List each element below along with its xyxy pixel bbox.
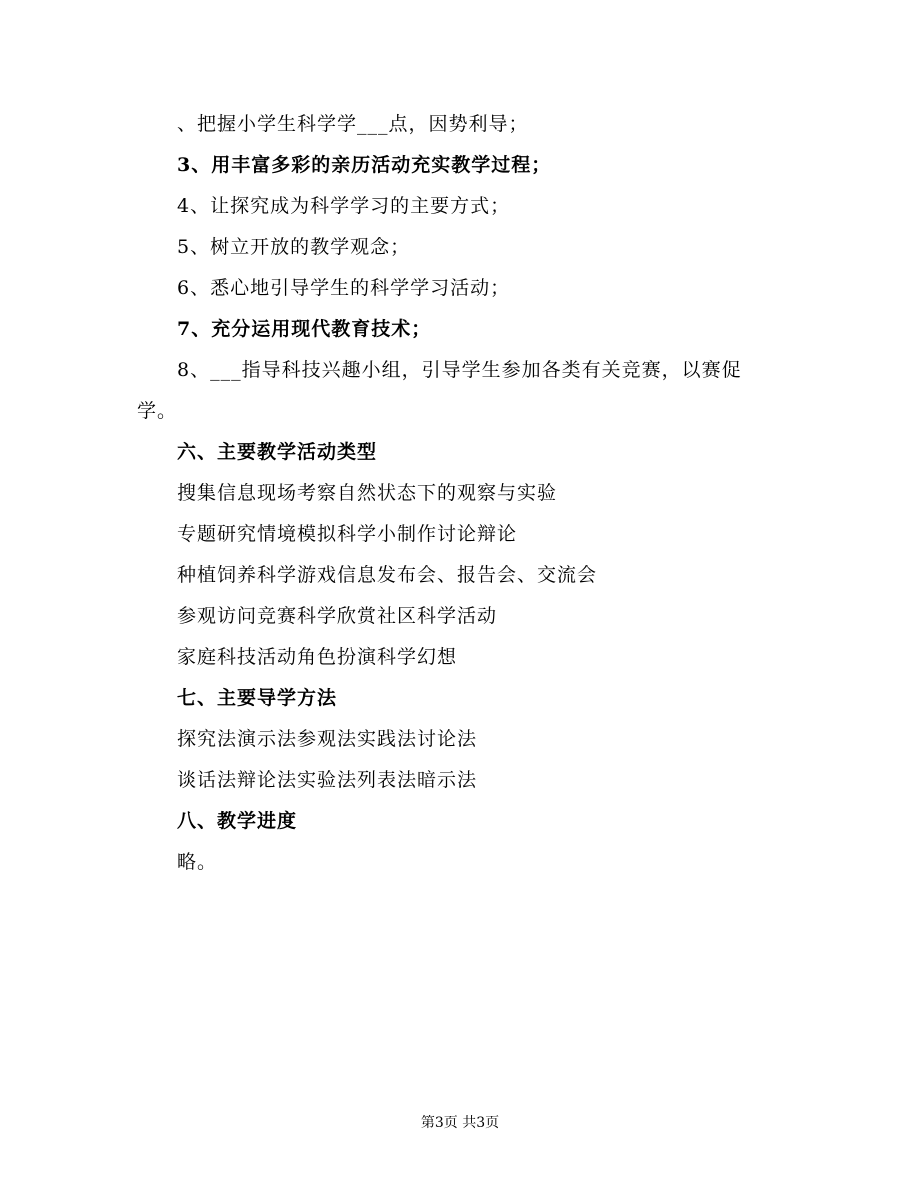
paragraph-line-7-continuation: 学。 <box>137 400 178 422</box>
paragraph-line-7: 8、___指导科技兴趣小组，引导学生参加各类有关竞赛，以赛促 <box>177 359 742 381</box>
activity-list-line-2: 专题研究情境模拟科学小制作讨论辩论 <box>177 523 518 545</box>
page-number-footer: 第3页 共3页 <box>420 1115 500 1131</box>
paragraph-line-6: 7、充分运用现代教育技术； <box>177 318 432 340</box>
paragraph-line-3: 4、让探究成为科学学习的主要方式； <box>177 195 511 217</box>
section-heading-6: 六、主要教学活动类型 <box>177 441 378 463</box>
paragraph-line-4: 5、树立开放的教学观念； <box>177 236 411 258</box>
activity-list-line-5: 家庭科技活动角色扮演科学幻想 <box>177 646 458 668</box>
section-heading-7: 七、主要导学方法 <box>177 687 338 709</box>
method-list-line-1: 探究法演示法参观法实践法讨论法 <box>177 728 478 750</box>
paragraph-line-5: 6、悉心地引导学生的科学学习活动； <box>177 277 511 299</box>
activity-list-line-1: 搜集信息现场考察自然状态下的观察与实验 <box>177 482 558 504</box>
method-list-line-2: 谈话法辩论法实验法列表法暗示法 <box>177 769 478 791</box>
activity-list-line-3: 种植饲养科学游戏信息发布会、报告会、交流会 <box>177 564 598 586</box>
section-heading-8: 八、教学进度 <box>177 810 298 832</box>
paragraph-line-2: 3、用丰富多彩的亲历活动充实教学过程； <box>177 154 552 176</box>
schedule-text: 略。 <box>177 851 218 873</box>
activity-list-line-4: 参观访问竞赛科学欣赏社区科学活动 <box>177 605 498 627</box>
paragraph-line-1: 、把握小学生科学学___点，因势利导； <box>177 113 529 135</box>
